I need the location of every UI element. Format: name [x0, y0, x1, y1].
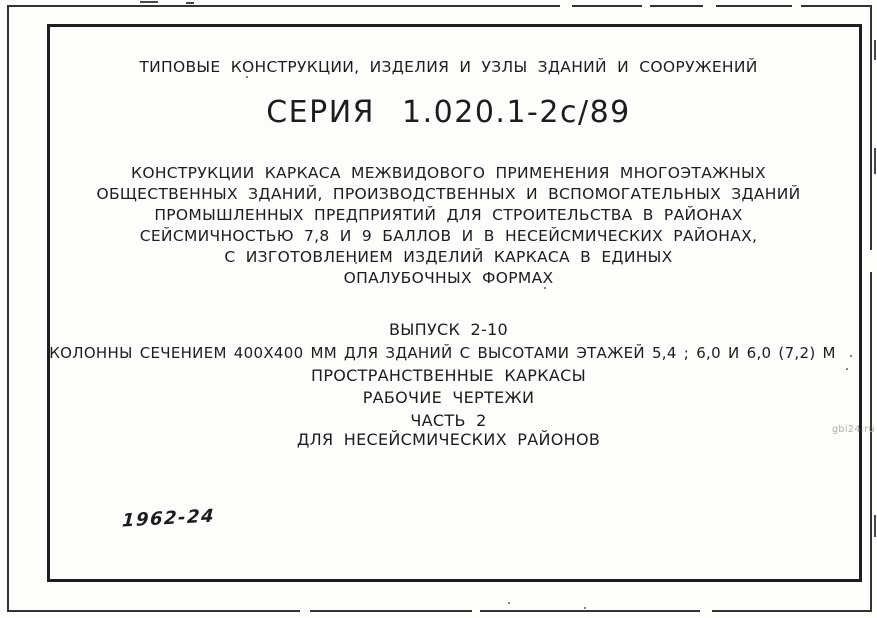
scan-gap	[472, 609, 480, 613]
description-line: СЕЙСМИЧНОСТЬЮ 7,8 И 9 БАЛЛОВ И В НЕСЕЙСМИЧЕСКИХ РАЙОНАХ,	[139, 227, 758, 245]
scan-gap	[300, 609, 310, 613]
scan-speck	[584, 607, 586, 609]
scan-tick	[874, 40, 876, 60]
scan-speck	[508, 602, 510, 604]
issue-heading: ВЫПУСК 2-10	[388, 320, 509, 339]
description-line: ОПАЛУБОЧНЫХ ФОРМАХ	[343, 269, 554, 287]
series-title: СЕРИЯ 1.020.1-2с/89	[266, 95, 631, 130]
scan-gap	[700, 609, 712, 613]
part-heading: ЧАСТЬ 2	[410, 411, 487, 430]
scan-tick	[186, 2, 194, 4]
scan-gap	[792, 4, 801, 8]
scan-speck	[246, 76, 248, 78]
scan-gap	[703, 4, 716, 8]
document-kind-heading: ТИПОВЫЕ КОНСТРУКЦИИ, ИЗДЕЛИЯ И УЗЛЫ ЗДАНИЙ И СООРУЖЕНИЙ	[139, 58, 758, 76]
description-block	[22, 163, 875, 289]
drawings-heading: РАБОЧИЕ ЧЕРТЕЖИ	[362, 388, 535, 407]
issue-subtitle: ПРОСТРАНСТВЕННЫЕ КАРКАСЫ	[311, 366, 586, 385]
scan-tick	[874, 515, 876, 537]
part-scope-heading: ДЛЯ НЕСЕЙСМИЧЕСКИХ РАЙОНОВ	[296, 430, 601, 449]
description-line: ПРОМЫШЛЕННЫХ ПРЕДПРИЯТИЙ ДЛЯ СТРОИТЕЛЬСТВА В РАЙОНАХ	[154, 206, 743, 224]
description-line: С ИЗГОТОВЛЕНИЕМ ИЗДЕЛИЙ КАРКАСА В ЕДИНЫХ	[224, 248, 673, 266]
scan-gap	[560, 4, 572, 8]
handwritten-inventory-mark: 1962-24	[121, 505, 216, 532]
description-line: ОБЩЕСТВЕННЫХ ЗДАНИЙ, ПРОИЗВОДСТВЕННЫХ И ВСПОМОГАТЕЛЬНЫХ ЗДАНИЙ	[96, 185, 801, 203]
issue-description: КОЛОННЫ СЕЧЕНИЕМ 400X400 ММ ДЛЯ ЗДАНИЙ С ВЫСОТАМИ ЭТАЖЕЙ 5,4 ; 6,0 И 6,0 (7,2) М	[49, 344, 836, 362]
scan-gap	[642, 4, 650, 8]
site-watermark: gbi24.ru	[832, 424, 875, 435]
scan-tick	[140, 1, 158, 3]
description-line: КОНСТРУКЦИИ КАРКАСА МЕЖВИДОВОГО ПРИМЕНЕНИЯ МНОГОЭТАЖНЫХ	[131, 164, 766, 182]
